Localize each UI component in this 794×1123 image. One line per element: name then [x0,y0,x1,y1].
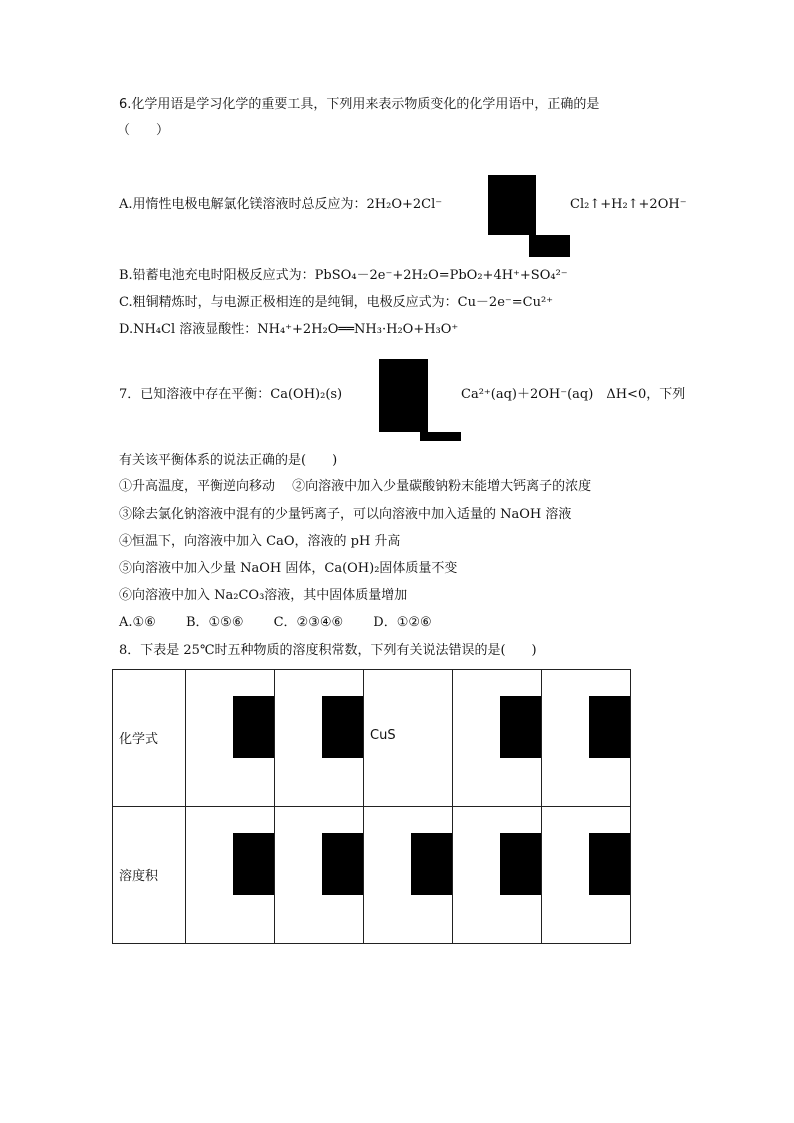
q7-option-4: ④恒温下，向溶液中加入 CaO，溶液的 pH 升高 [119,534,401,549]
q6-option-b: B.铅蓄电池充电时阳极反应式为：PbSO₄－2e⁻+2H₂O=PbO₂+4H⁺+SO₄²⁻ [119,268,568,283]
q6-stem: 6.化学用语是学习化学的重要工具，下列用来表示物质变化的化学用语中，正确的是 [119,97,600,112]
table-cell [186,670,275,807]
q7-option-6: ⑥向溶液中加入 Na₂CO₃溶液，其中固体质量增加 [119,588,408,603]
q7-option-3: ③除去氯化钠溶液中混有的少量钙离子，可以向溶液中加入适量的 NaOH 溶液 [119,507,572,522]
table-cell [275,807,364,944]
q7-stem-right: Ca²⁺(aq)＋2OH⁻(aq) ΔH<0，下列 [461,387,686,402]
q7-option-5: ⑤向溶液中加入少量 NaOH 固体，Ca(OH)₂固体质量不变 [119,561,458,576]
redacted-cell-block [500,696,541,758]
table-cell [186,807,275,944]
redacted-condition-block [488,175,536,235]
redacted-cell-block [233,833,274,895]
redacted-equilibrium-arrow-block [379,359,428,432]
q7-stem-left: 7．已知溶液中存在平衡：Ca(OH)₂(s) [119,387,343,402]
q6-option-c: C.粗铜精炼时，与电源正极相连的是纯铜，电极反应式为：Cu－2e⁻=Cu²⁺ [119,295,554,310]
table-cell [542,670,631,807]
redacted-cell-block [322,696,363,758]
redacted-cell-block [589,833,630,895]
table-cell [542,807,631,944]
redacted-cell-block [322,833,363,895]
q6-option-a-right: Cl₂↑+H₂↑+2OH⁻ [570,197,687,212]
q7-stem-line2: 有关该平衡体系的说法正确的是( ) [119,453,338,468]
table-row-ksp [113,807,631,944]
table-cell [453,670,542,807]
redacted-cell-block [411,833,452,895]
table-header-cell [113,670,186,807]
table-row-formula [113,670,631,807]
table-cell [453,807,542,944]
redacted-cell-block [233,696,274,758]
q7-choices: A.①⑥ B．①⑤⑥ C．②③④⑥ D．①②⑥ [119,615,432,630]
redacted-cell-block [589,696,630,758]
ksp-table [112,669,631,944]
q7-option-1-2: ①升高温度，平衡逆向移动 ②向溶液中加入少量碳酸钠粉末能增大钙离子的浓度 [119,479,592,494]
q8-stem: 8．下表是 25℃时五种物质的溶度积常数，下列有关说法错误的是( ) [119,643,537,658]
redacted-equilibrium-arrow-block-lower [420,432,461,441]
row-header-formula: 化学式 [119,732,159,747]
table-cell [364,670,453,807]
redacted-cell-block [500,833,541,895]
table-header-cell [113,807,186,944]
q6-paren: （ ） [117,123,170,138]
q6-option-d: D.NH₄Cl 溶液显酸性：NH₄⁺+2H₂O══NH₃·H₂O+H₃O⁺ [119,322,459,337]
table-cell [364,807,453,944]
table-cell [275,670,364,807]
row-header-ksp: 溶度积 [119,869,159,884]
redacted-condition-block-lower [529,235,570,257]
cell-cus: CuS [370,728,396,743]
q6-option-a-left: A.用惰性电极电解氯化镁溶液时总反应为：2H₂O+2Cl⁻ [119,197,443,212]
